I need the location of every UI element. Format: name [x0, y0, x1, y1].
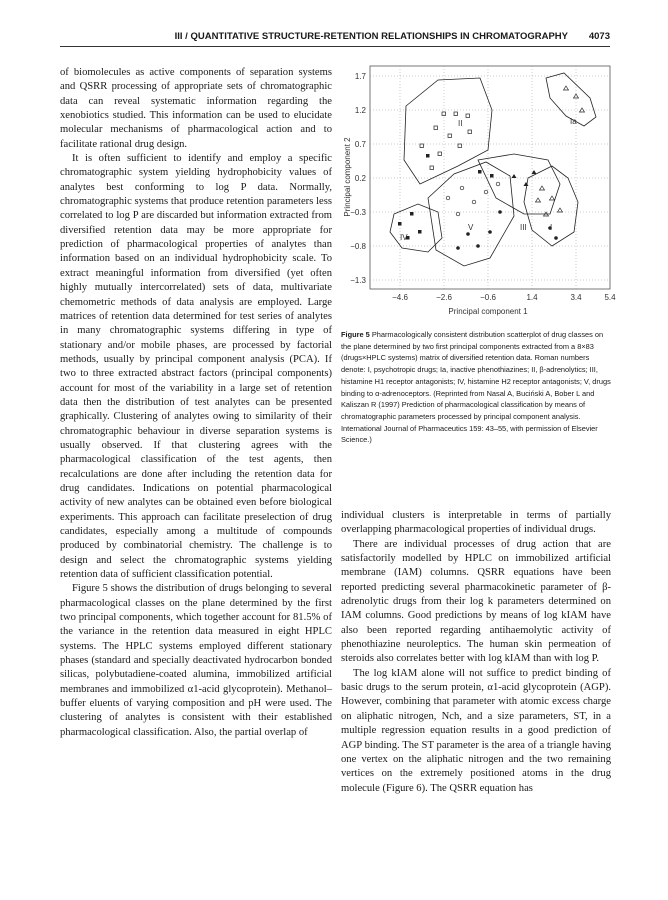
markers-V — [446, 182, 500, 216]
cluster-IV-outline — [390, 204, 442, 252]
running-header — [60, 28, 610, 47]
cluster-label: IV — [400, 233, 408, 242]
page-number: 4073 — [588, 31, 610, 42]
cluster-II-outline — [404, 78, 492, 184]
y-tick-label: 1.2 — [354, 106, 366, 115]
x-tick-label: −0.6 — [480, 293, 496, 302]
pca-scatterplot — [338, 62, 616, 320]
y-axis-label: Principal component 2 — [343, 137, 352, 217]
y-tick-label: −0.8 — [350, 242, 366, 251]
cluster-label: II — [458, 119, 463, 128]
cluster-label: Ia — [570, 117, 577, 126]
y-tick-label: −1.3 — [350, 276, 366, 285]
paragraph: individual clusters is interpretable in terms of partially overlapping pharmacological properties of individual drugs. — [341, 510, 611, 536]
y-tick-label: 0.7 — [354, 140, 366, 149]
caption-label: Figure 5 — [341, 330, 370, 339]
x-tick-label: −4.6 — [392, 293, 408, 302]
markers-filled — [398, 154, 502, 250]
cluster-III-outline — [478, 154, 560, 214]
paragraph: Figure 5 shows the distribution of drugs belonging to several pharmacological classes on the plane determined by the first two principal components, which together account for 81.5% of the variance in the retention data measured in eight HPLC systems. The HPLC systems employed different stationary phases (standard and specially deactivated hydrocarbon bonded silicas, polybutadiene-coated alumina, immobilized artificial membranes and immobilized α1-acid glycoprotein). Methanol–buffer eluents of varying composition and pH were used. The clustering of analytes is consistent with their established pharmacological classification. Also, the partial overlap of — [60, 583, 332, 738]
paragraph: It is often sufficient to identify and employ a specific chromatographic system yielding hydrophobicity values of analytes best conforming to log P data. Normally, chromatographic systems that produce retention parameters less correlated to log P are discarded but information extracted from diversified retention data may be more appropriate for prediction of pharmacological properties of analytes than information based on an individual hydrophobicity scale. To extract meaningful information from diversified (yet often highly mutually intercorrelated) sets of data, multivariate chemometric methods of data analysis are employed. Large matrices of retention data determined for test series of analytes in many chromatographic systems differing in type of stationary and/or mobile phases, are processed by factorial methods, usually by principal component analysis (PCA). If two to three extracted abstract factors (principal components) account for most of the variability in a large set of retention data then the distribution of test analytes can be presented graphically. Clustering of analytes owing to similarity of their chromatographic behaviour in diverse separation systems is usually observed. If that clustering agrees with the pharmacological classification of the test agents, then recalculations are done after including the retention data for drug candidates. Indications on potential pharmacological activity of new analytes can be obtained even before biological experiments. This approach can facilitate preselection of drug candidates, especially among a multitude of compounds produced by combinatorial chemistry. The challenge is to design and select the chromatographic systems yielding retention data of sufficient classification potential. — [60, 153, 332, 581]
figure-caption — [341, 329, 611, 446]
cluster-label: III — [520, 223, 527, 232]
cluster-label: V — [468, 223, 474, 232]
y-tick-label: 1.7 — [354, 72, 366, 81]
x-tick-label: 1.4 — [526, 293, 538, 302]
paragraph: The log kIAM alone will not suffice to predict binding of basic drugs to the serum protein, α1-acid glycoprotein (AGP). However, combining that parameter with atomic excess charge on aliphatic nitrogen, Nch, and a size parameters, ST, in a multiple regression equation results in a good prediction of AGP binding. The ST parameter is the area of a triangle having one vertex on the aliphatic nitrogen and the two remaining vertices on the extremely positioned atoms in the drug molecule (Figure 6). The QSRR equation has — [341, 667, 611, 794]
left-column — [60, 66, 332, 740]
right-column — [341, 509, 611, 796]
x-tick-label: 3.4 — [570, 293, 582, 302]
cluster-V-outline — [428, 162, 514, 266]
markers-I — [536, 86, 585, 216]
markers-II — [420, 112, 472, 170]
x-tick-label: 5.4 — [604, 293, 616, 302]
paragraph: of biomolecules as active components of separation systems and QSRR processing of appropriate sets of chromatographic data can reveal systematic information regarding the xenobiotics studied. This information can be used to elucidate molecular mechanisms of pharmacological action and to facilitate rational drug design. — [60, 67, 332, 150]
running-title: III / QUANTITATIVE STRUCTURE-RETENTION RELATIONSHIPS IN CHROMATOGRAPHY — [174, 31, 568, 42]
x-axis-label: Principal component 1 — [448, 307, 528, 316]
y-tick-label: −0.3 — [350, 208, 366, 217]
cluster-outlines — [390, 73, 596, 266]
paragraph: There are individual processes of drug action that are satisfactorily modelled by HPLC on immobilized artificial membrane (IAM) columns. QSRR equations have been reported predicting several pharmacokinetic parameter of β-adrenolytic drugs from their log k parameters determined on IAM columns. Good predictions by means of log kIAM have also been reported regarding antihaemolytic activity of phenothiazine neuroleptics. The human skin permeation of steroids also correlates better with log kIAM than with log P. — [341, 538, 611, 665]
caption-text: Pharmacologically consistent distribution scatterplot of drug classes on the plane determined by two first principal components extracted from a 8×83 (drugs×HPLC systems) matrix of diversified retention data. Roman numbers denote: I, psychotropic drugs; Ia, inactive phenothiazines; II, β-adrenolytics; III, histamine H1 receptor antagonists; IV, histamine H2 receptor antagonists; V, drugs binding to α-adrenoceptors. (Reprinted from Nasal A, Buciński A, Bober L and Kaliszan R (1997) Prediction of pharmacological classification by means of chromatographic parameters processed by principal component analysis. International Journal of Pharmaceutics 159: 43–55, with permission of Elsevier Science.) — [341, 330, 611, 445]
x-tick-label: −2.6 — [436, 293, 452, 302]
y-tick-label: 0.2 — [354, 174, 366, 183]
cluster-label: I — [550, 223, 553, 232]
